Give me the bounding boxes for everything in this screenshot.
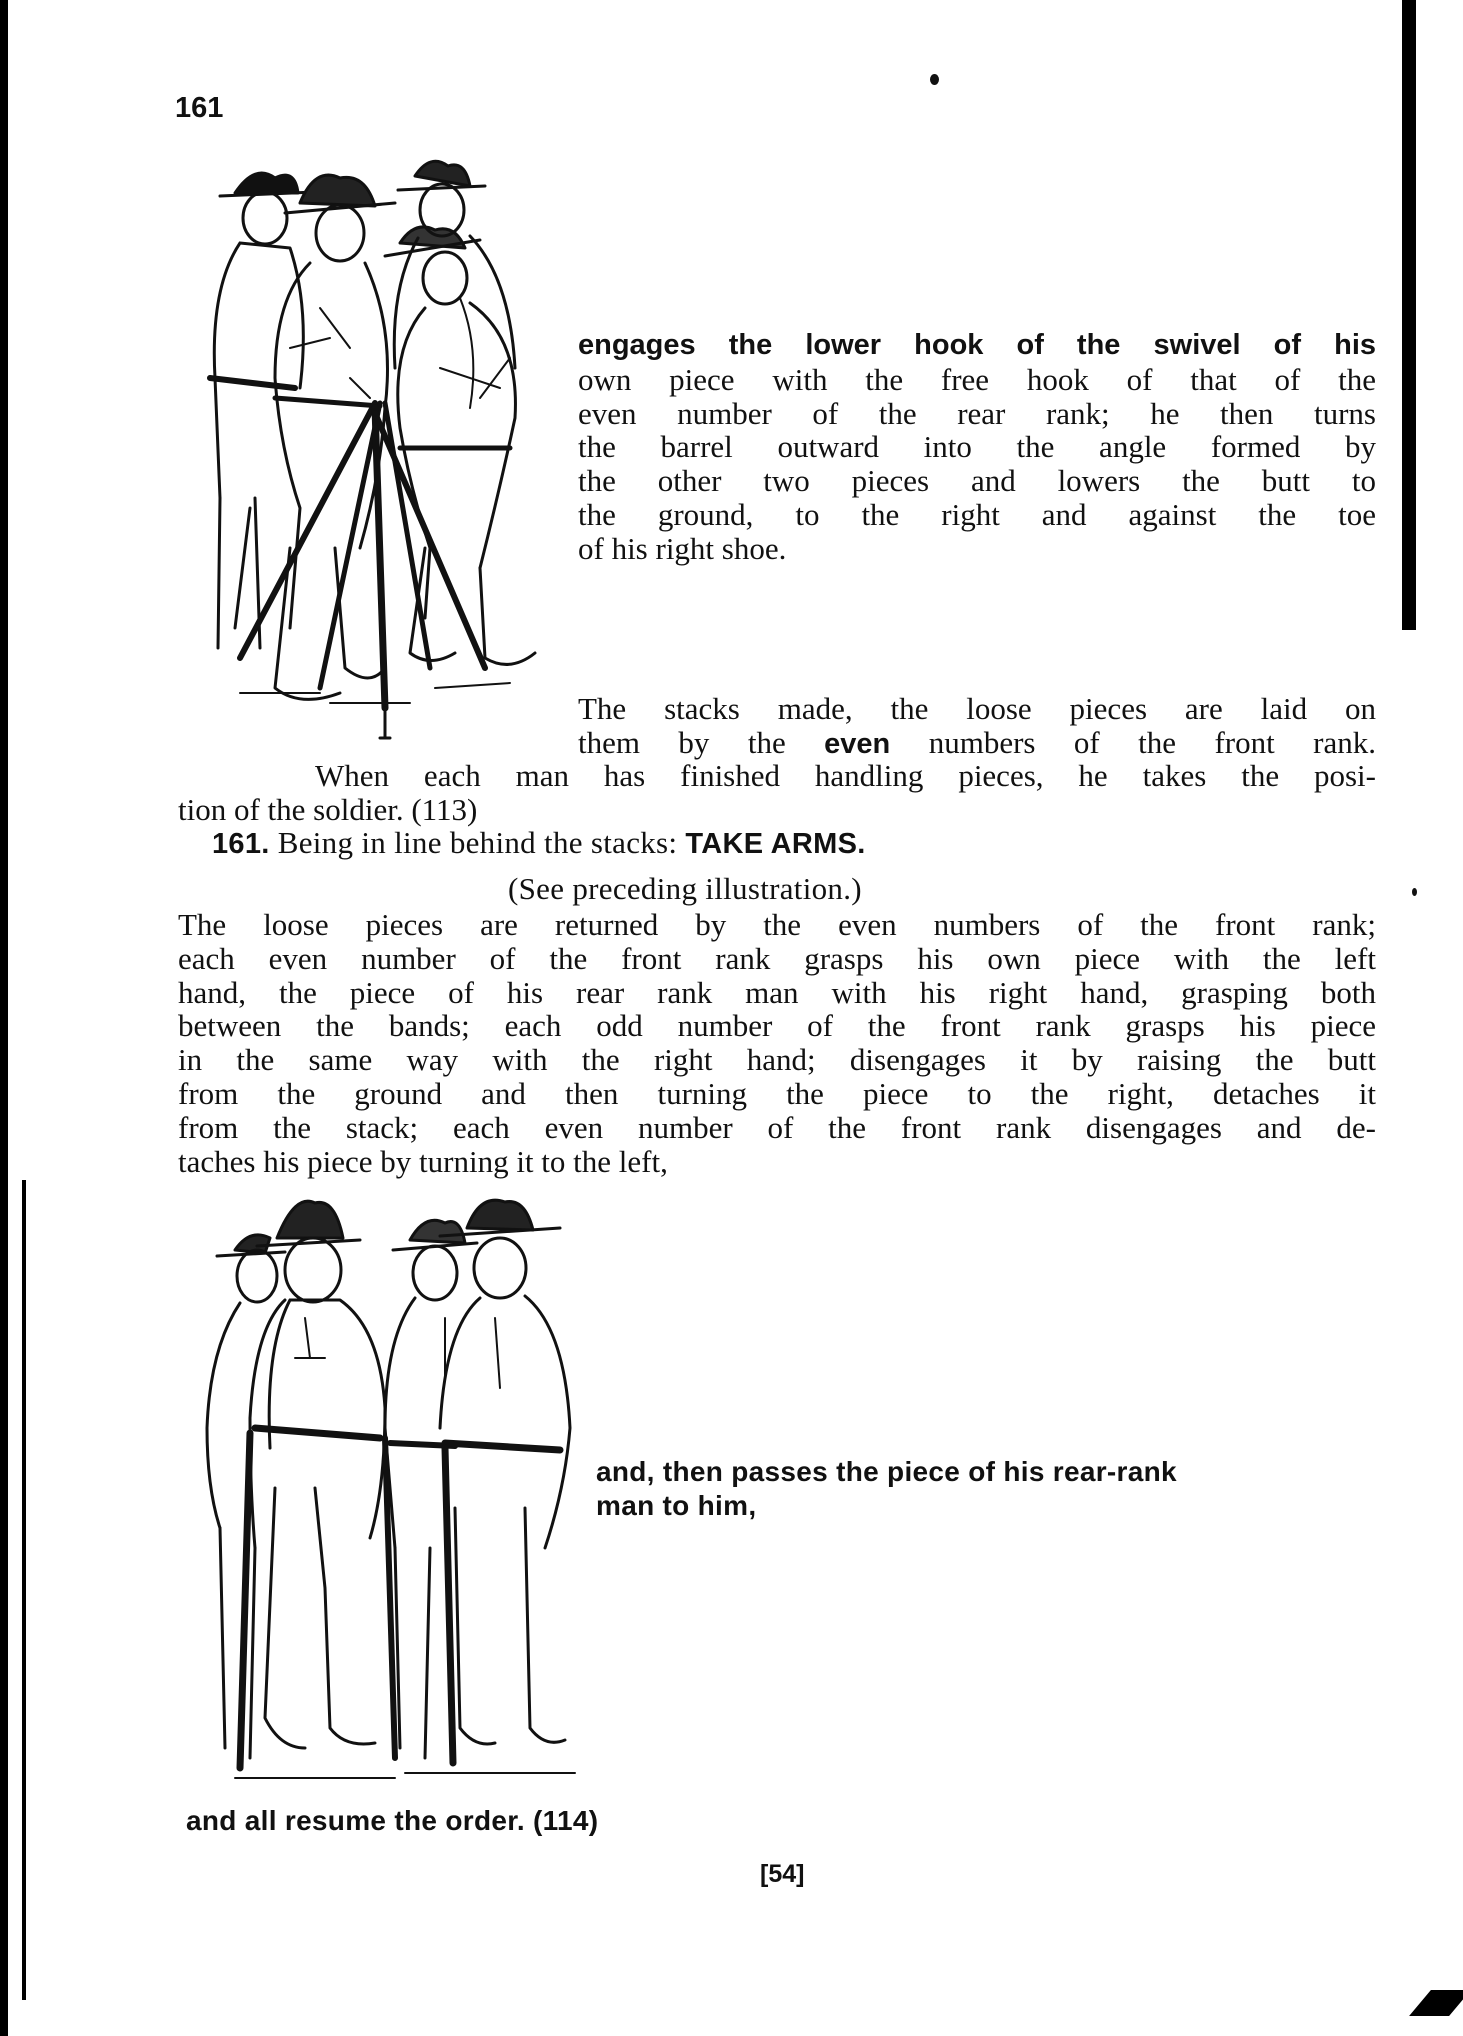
paragraph-stacks-made — [578, 692, 1376, 762]
emphasis-even: even — [824, 727, 891, 760]
command-take-arms: TAKE ARMS. — [685, 828, 866, 860]
text-line: each even number of the front rank grasps his own piece with the left — [178, 940, 1376, 976]
text-line: and, then passes the piece of his rear-rank — [596, 1456, 1177, 1487]
text-line: even number of the rear rank; he then turns — [578, 395, 1376, 431]
paragraph-take-arms — [178, 908, 1376, 1178]
folio: [54] — [760, 1860, 805, 1888]
scan-left-edge-inner — [22, 1180, 26, 2000]
section-text: Being in line behind the stacks: — [277, 825, 686, 860]
text-line: the ground, to the right and against the toe — [578, 496, 1376, 532]
section-number: 161. — [212, 828, 270, 860]
text-line: man to him, — [596, 1490, 757, 1521]
page-number: 161 — [175, 92, 224, 124]
text-line: the barrel outward into the angle formed by — [578, 429, 1376, 465]
text-line: between the bands; each odd number of the front rank grasps his piece — [178, 1008, 1376, 1044]
caption-rear-rank — [596, 1455, 1177, 1523]
scan-corner-mark — [1409, 1990, 1463, 2016]
paragraph-handling — [178, 759, 1376, 827]
text-line: engages the lower hook of the swivel of his — [578, 329, 1376, 361]
closing-line: and all resume the order. (114) — [186, 1805, 599, 1836]
illustration-stacking-arms — [180, 148, 580, 758]
text-line: the other two pieces and lowers the butt to — [578, 463, 1376, 499]
text-line: from the stack; each even number of the front rank disengages and de- — [178, 1109, 1376, 1145]
text-line: taches his piece by turning it to the left, — [178, 1143, 668, 1179]
text-fragment: them by the — [578, 724, 825, 760]
text-line: of his right shoe. — [578, 530, 787, 566]
text-fragment: numbers of the front rank. — [890, 724, 1377, 760]
text-line: The loose pieces are returned by the even numbers of the front rank; — [178, 907, 1376, 942]
scan-right-edge — [1402, 0, 1416, 630]
text-line: from the ground and then turning the piece to the right, detaches it — [178, 1075, 1376, 1111]
text-line: in the same way with the right hand; disengages it by raising the butt — [178, 1042, 1376, 1078]
scan-left-edge — [0, 0, 8, 2036]
text-line: tion of the soldier. (113) — [178, 791, 478, 827]
text-line: The stacks made, the loose pieces are laid on — [578, 691, 1376, 726]
paragraph-stacking — [578, 329, 1376, 566]
section-heading — [212, 826, 866, 861]
text-line — [578, 726, 1376, 762]
speck — [1412, 888, 1417, 896]
speck — [930, 74, 939, 85]
illustration-taking-arms — [195, 1188, 595, 1798]
text-line: own piece with the free hook of that of the — [578, 361, 1376, 397]
see-note: (See preceding illustration.) — [508, 871, 862, 906]
text-line: When each man has finished handling pieces, he takes the posi- — [315, 758, 1376, 793]
text-line: hand, the piece of his rear rank man with his right hand, grasping both — [178, 974, 1376, 1010]
